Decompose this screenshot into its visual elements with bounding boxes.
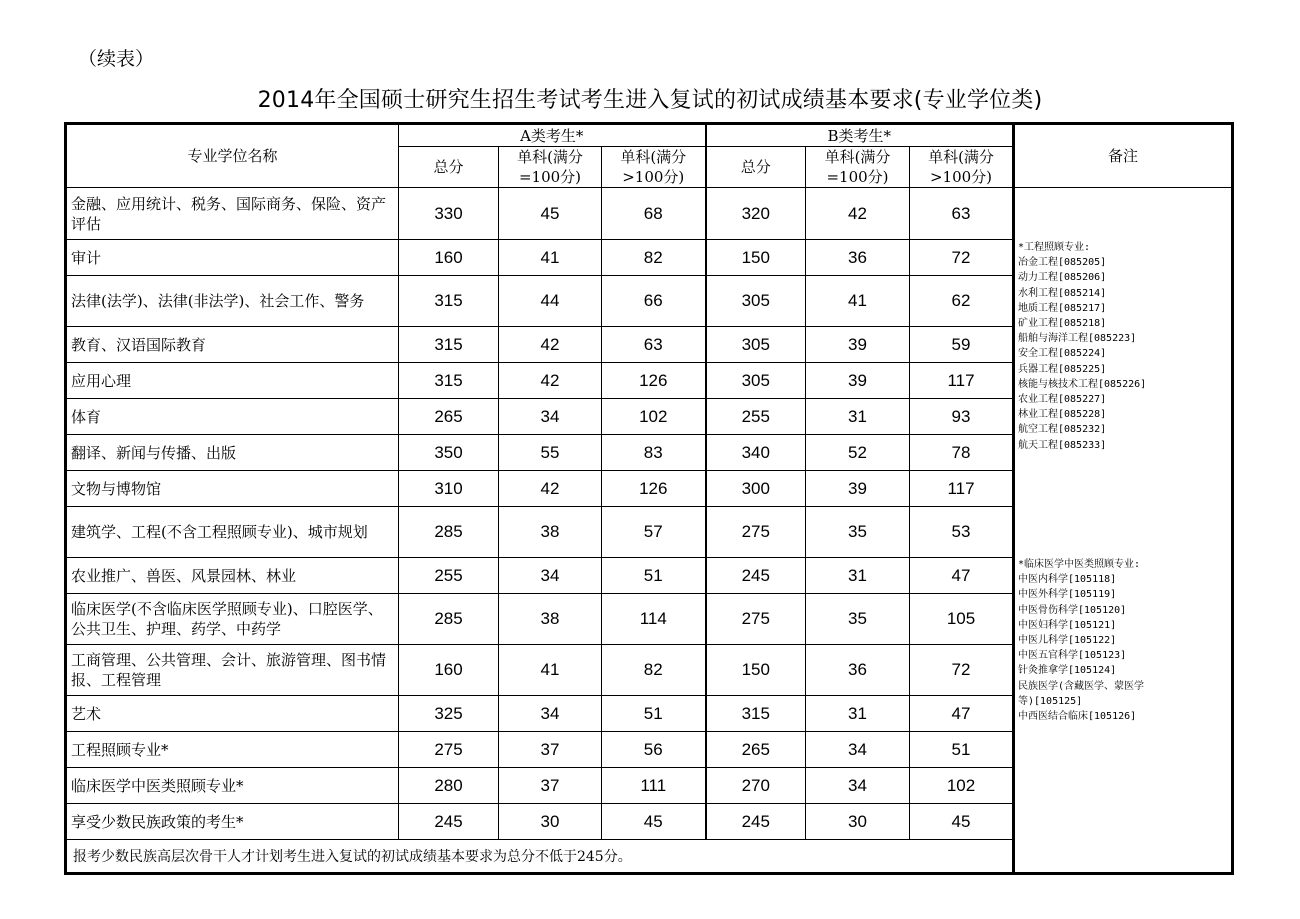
score-b-total: 265 [706, 732, 806, 768]
score-a-single-100: 45 [499, 188, 602, 240]
remarks-tcm-item: 中医外科学[105119] [1018, 589, 1117, 601]
header-b-single-gt100: 单科(满分>100分) [910, 147, 1014, 188]
score-a-total: 160 [399, 645, 499, 696]
score-a-single-100: 55 [499, 435, 602, 471]
score-a-single-100: 37 [499, 768, 602, 804]
remarks-engineering [1018, 240, 1146, 453]
score-b-total: 305 [706, 363, 806, 399]
score-b-total: 255 [706, 399, 806, 435]
remarks-engineering-item: 动力工程[085206] [1018, 272, 1107, 284]
score-b-single-gt100: 53 [910, 507, 1014, 558]
score-a-single-100: 41 [499, 645, 602, 696]
score-a-total: 310 [399, 471, 499, 507]
remarks-engineering-item: 水利工程[085214] [1018, 287, 1107, 299]
score-a-single-100: 42 [499, 471, 602, 507]
score-a-single-100: 34 [499, 399, 602, 435]
header-b-total: 总分 [706, 147, 806, 188]
score-b-single-gt100: 117 [910, 471, 1014, 507]
score-b-single-100: 52 [806, 435, 910, 471]
remarks-tcm [1018, 557, 1144, 724]
score-b-total: 150 [706, 645, 806, 696]
score-a-single-100: 30 [499, 804, 602, 840]
score-a-single-gt100: 82 [602, 645, 706, 696]
remarks-engineering-item: 核能与核技术工程[085226] [1018, 378, 1147, 390]
remarks-engineering-item: 安全工程[085224] [1018, 348, 1107, 360]
score-a-single-100: 37 [499, 732, 602, 768]
score-b-single-100: 41 [806, 276, 910, 327]
row-name: 审计 [66, 240, 399, 276]
score-a-total: 280 [399, 768, 499, 804]
score-b-single-gt100: 63 [910, 188, 1014, 240]
score-b-single-gt100: 47 [910, 696, 1014, 732]
score-a-total: 285 [399, 594, 499, 645]
score-a-single-gt100: 126 [602, 471, 706, 507]
score-a-single-gt100: 126 [602, 363, 706, 399]
score-a-total: 315 [399, 276, 499, 327]
row-name: 教育、汉语国际教育 [66, 327, 399, 363]
score-b-single-100: 34 [806, 732, 910, 768]
score-b-total: 275 [706, 507, 806, 558]
score-a-single-100: 42 [499, 363, 602, 399]
remarks-engineering-item: 农业工程[085227] [1018, 394, 1107, 406]
score-b-single-gt100: 117 [910, 363, 1014, 399]
score-b-total: 340 [706, 435, 806, 471]
remarks-engineering-heading: *工程照顾专业: [1018, 242, 1091, 253]
score-a-single-gt100: 51 [602, 558, 706, 594]
score-a-single-100: 38 [499, 594, 602, 645]
header-b-single-100: 单科(满分=100分) [806, 147, 910, 188]
score-a-single-gt100: 66 [602, 276, 706, 327]
score-a-single-gt100: 57 [602, 507, 706, 558]
page-title: 2014年全国硕士研究生招生考试考生进入复试的初试成绩基本要求(专业学位类) [257, 88, 1043, 113]
score-a-single-gt100: 111 [602, 768, 706, 804]
remarks-tcm-item: 中医内科学[105118] [1018, 574, 1117, 586]
header-a-single-100: 单科(满分=100分) [499, 147, 602, 188]
continuation-label: （续表） [78, 48, 155, 70]
table-row [66, 188, 1233, 240]
remarks-engineering-item: 航天工程[085233] [1018, 439, 1107, 451]
score-b-single-gt100: 59 [910, 327, 1014, 363]
score-b-single-100: 31 [806, 558, 910, 594]
score-b-single-100: 31 [806, 696, 910, 732]
score-b-single-gt100: 78 [910, 435, 1014, 471]
score-b-single-100: 30 [806, 804, 910, 840]
score-a-single-100: 44 [499, 276, 602, 327]
row-name: 临床医学中医类照顾专业* [66, 768, 399, 804]
row-name: 临床医学(不含临床医学照顾专业)、口腔医学、公共卫生、护理、药学、中药学 [66, 594, 399, 645]
score-a-total: 350 [399, 435, 499, 471]
score-a-single-gt100: 83 [602, 435, 706, 471]
remarks-tcm-item: 中医妇科学[105121] [1018, 619, 1117, 631]
row-name: 金融、应用统计、税务、国际商务、保险、资产评估 [66, 188, 399, 240]
score-b-total: 300 [706, 471, 806, 507]
score-b-total: 245 [706, 558, 806, 594]
score-b-single-100: 35 [806, 507, 910, 558]
score-b-total: 270 [706, 768, 806, 804]
score-a-total: 285 [399, 507, 499, 558]
row-name: 艺术 [66, 696, 399, 732]
header-a-single-gt100: 单科(满分>100分) [602, 147, 706, 188]
row-name: 建筑学、工程(不含工程照顾专业)、城市规划 [66, 507, 399, 558]
score-b-single-100: 39 [806, 327, 910, 363]
row-name: 翻译、新闻与传播、出版 [66, 435, 399, 471]
score-a-single-gt100: 114 [602, 594, 706, 645]
remarks-tcm-heading: *临床医学中医类照顾专业: [1018, 559, 1141, 570]
header-name: 专业学位名称 [66, 124, 399, 188]
score-b-single-gt100: 45 [910, 804, 1014, 840]
remarks-tcm-item: 中西医结合临床[105126] [1018, 711, 1137, 723]
row-name: 文物与博物馆 [66, 471, 399, 507]
score-a-single-gt100: 68 [602, 188, 706, 240]
footnote: 报考少数民族高层次骨干人才计划考生进入复试的初试成绩基本要求为总分不低于245分。 [66, 840, 1014, 874]
remarks-engineering-item: 兵器工程[085225] [1018, 363, 1107, 375]
score-b-total: 305 [706, 276, 806, 327]
score-b-single-gt100: 102 [910, 768, 1014, 804]
remarks-tcm-item: 中医儿科学[105122] [1018, 635, 1117, 647]
remarks-engineering-item: 航空工程[085232] [1018, 424, 1107, 436]
score-b-total: 150 [706, 240, 806, 276]
score-a-total: 160 [399, 240, 499, 276]
row-name: 享受少数民族政策的考生* [66, 804, 399, 840]
score-b-single-100: 31 [806, 399, 910, 435]
score-b-total: 305 [706, 327, 806, 363]
remarks-tcm-item: 中医五官科学[105123] [1018, 650, 1127, 662]
score-b-single-gt100: 47 [910, 558, 1014, 594]
score-a-total: 330 [399, 188, 499, 240]
score-b-single-gt100: 51 [910, 732, 1014, 768]
header-remarks: 备注 [1014, 124, 1233, 188]
score-a-total: 255 [399, 558, 499, 594]
score-b-single-100: 34 [806, 768, 910, 804]
score-b-single-gt100: 72 [910, 645, 1014, 696]
score-a-single-100: 41 [499, 240, 602, 276]
score-a-total: 275 [399, 732, 499, 768]
score-b-single-gt100: 105 [910, 594, 1014, 645]
score-b-total: 275 [706, 594, 806, 645]
remarks-tcm-item: 针灸推拿学[105124] [1018, 665, 1117, 677]
score-a-total: 265 [399, 399, 499, 435]
remarks-tcm-item: 等)[105125] [1018, 695, 1083, 707]
remarks-engineering-item: 冶金工程[085205] [1018, 257, 1107, 269]
score-b-single-100: 36 [806, 240, 910, 276]
score-table [64, 122, 1234, 875]
score-b-single-100: 36 [806, 645, 910, 696]
score-a-total: 315 [399, 363, 499, 399]
score-b-single-gt100: 62 [910, 276, 1014, 327]
remarks-cell [1014, 188, 1233, 874]
score-a-single-gt100: 45 [602, 804, 706, 840]
remarks-engineering-item: 地质工程[085217] [1018, 302, 1107, 314]
score-a-single-gt100: 51 [602, 696, 706, 732]
row-name: 法律(法学)、法律(非法学)、社会工作、警务 [66, 276, 399, 327]
header-group-b: B类考生* [706, 124, 1014, 147]
score-b-total: 315 [706, 696, 806, 732]
score-a-total: 245 [399, 804, 499, 840]
remarks-engineering-item: 矿业工程[085218] [1018, 318, 1107, 330]
score-b-single-gt100: 93 [910, 399, 1014, 435]
score-a-single-gt100: 56 [602, 732, 706, 768]
score-a-single-100: 38 [499, 507, 602, 558]
remarks-tcm-item: 中医骨伤科学[105120] [1018, 604, 1127, 616]
score-a-single-100: 42 [499, 327, 602, 363]
score-a-single-100: 34 [499, 558, 602, 594]
row-name: 体育 [66, 399, 399, 435]
header-group-a: A类考生* [399, 124, 706, 147]
score-b-total: 245 [706, 804, 806, 840]
row-name: 工程照顾专业* [66, 732, 399, 768]
score-b-total: 320 [706, 188, 806, 240]
score-a-total: 325 [399, 696, 499, 732]
header-a-total: 总分 [399, 147, 499, 188]
score-b-single-100: 39 [806, 363, 910, 399]
remarks-engineering-item: 船舶与海洋工程[085223] [1018, 333, 1137, 345]
score-a-single-gt100: 63 [602, 327, 706, 363]
score-a-single-gt100: 82 [602, 240, 706, 276]
score-b-single-100: 35 [806, 594, 910, 645]
score-a-single-100: 34 [499, 696, 602, 732]
score-a-total: 315 [399, 327, 499, 363]
remarks-engineering-item: 林业工程[085228] [1018, 409, 1107, 421]
score-b-single-100: 42 [806, 188, 910, 240]
remarks-tcm-item: 民族医学(含藏医学、蒙医学 [1018, 680, 1145, 692]
score-b-single-gt100: 72 [910, 240, 1014, 276]
score-a-single-gt100: 102 [602, 399, 706, 435]
row-name: 农业推广、兽医、风景园林、林业 [66, 558, 399, 594]
row-name: 工商管理、公共管理、会计、旅游管理、图书情报、工程管理 [66, 645, 399, 696]
row-name: 应用心理 [66, 363, 399, 399]
score-b-single-100: 39 [806, 471, 910, 507]
